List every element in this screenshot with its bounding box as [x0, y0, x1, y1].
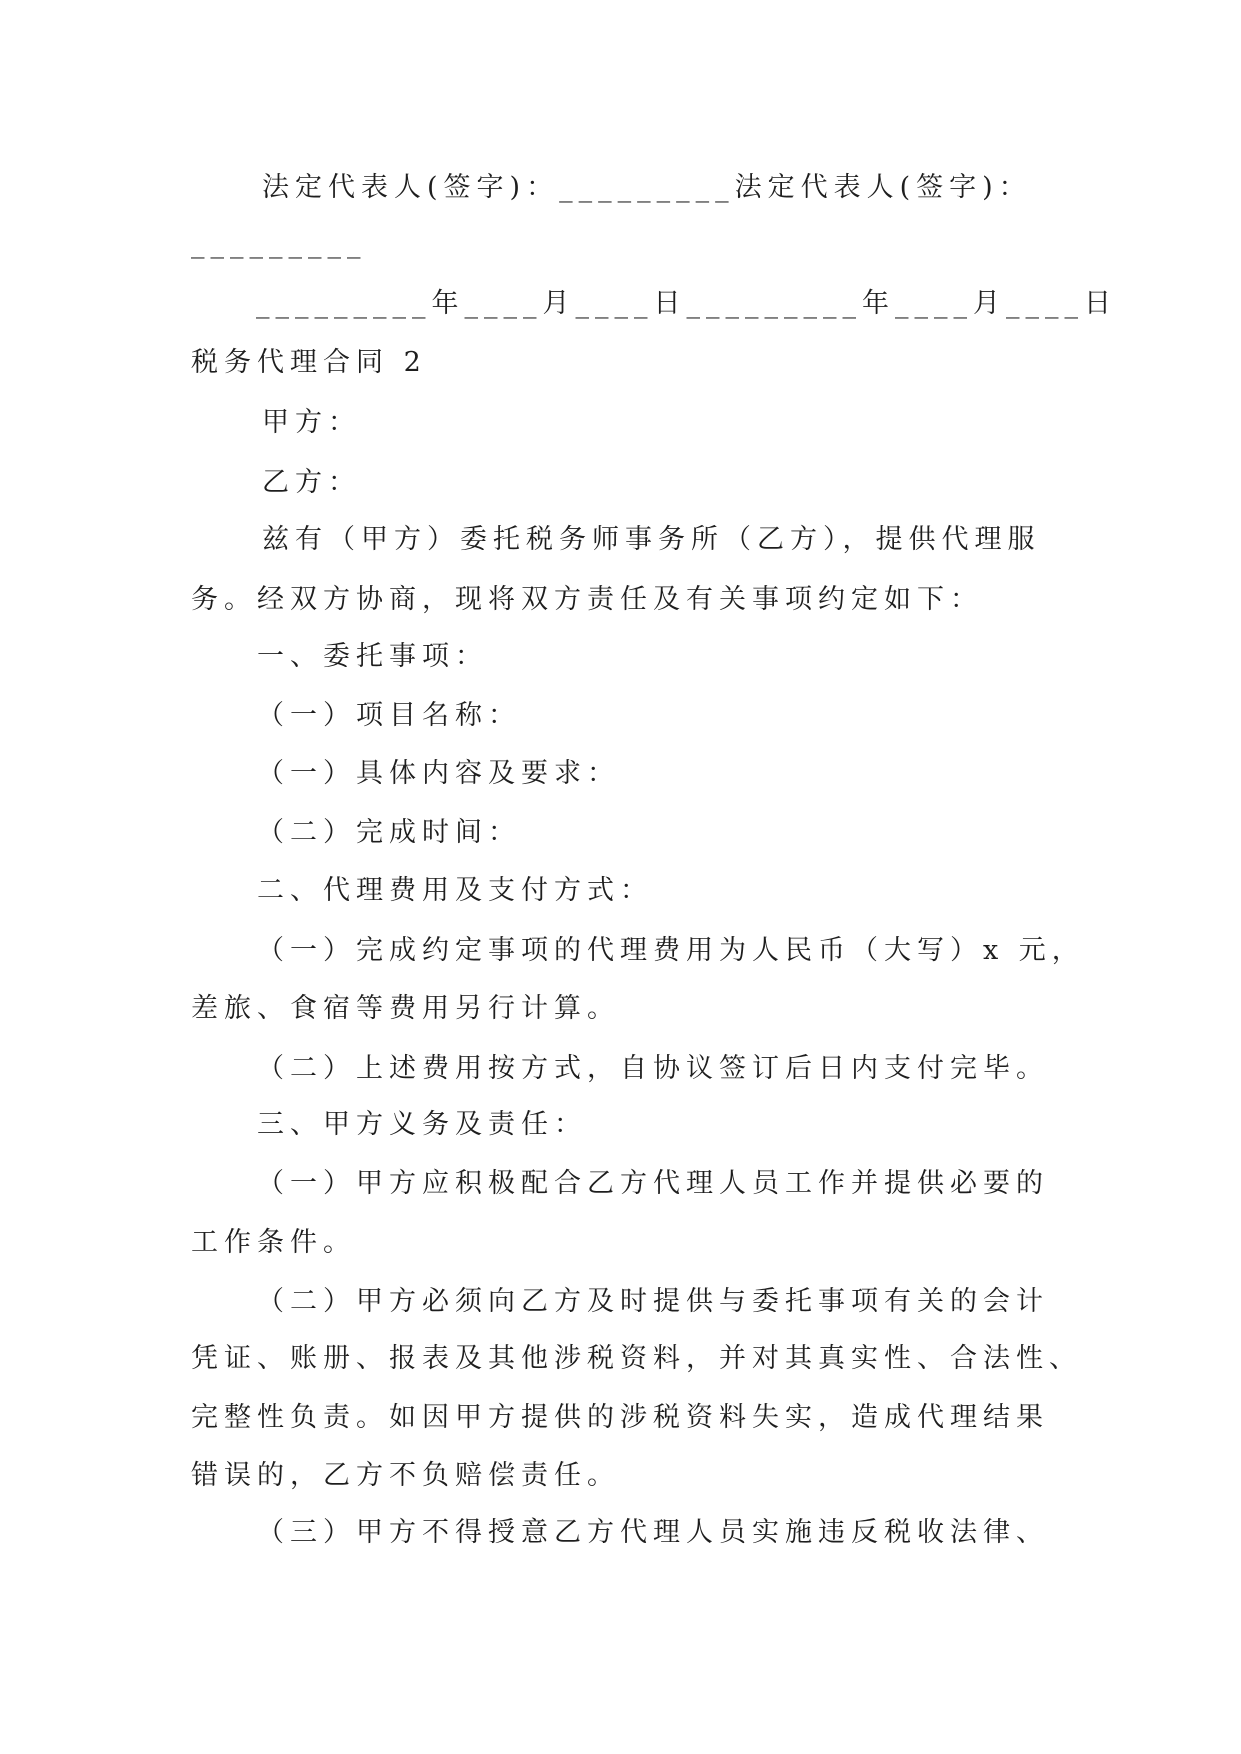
section-heading: 三、甲方义务及责任： [257, 1109, 587, 1140]
text-line: （一）具体内容及要求： [257, 758, 620, 789]
text-line: 兹有（甲方）委托税务师事务所（乙方），提供代理服 [262, 524, 1041, 555]
signature-date-line: _________年____月____日_________年____月____日 [256, 288, 1117, 319]
text-line: 错误的，乙方不负赔偿责任。 [191, 1460, 620, 1491]
party-b-label: 乙方： [262, 467, 361, 498]
text-line: （一）项目名称： [257, 700, 521, 731]
text-line: （二）甲方必须向乙方及时提供与委托事项有关的会计 [257, 1286, 1049, 1317]
text-line: （二）上述费用按方式，自协议签订后日内支付完毕。 [257, 1053, 1049, 1084]
signature-line-representatives: 法定代表人(签字)：_________法定代表人(签字)： [262, 172, 1032, 203]
text-line: （三）甲方不得授意乙方代理人员实施违反税收法律、 [257, 1517, 1049, 1548]
text-line: 差旅、食宿等费用另行计算。 [191, 993, 620, 1024]
contract-title: 税务代理合同 2 [191, 347, 427, 378]
text-line: （一）完成约定事项的代理费用为人民币（大写）x 元， [257, 935, 1085, 966]
section-heading: 二、代理费用及支付方式： [257, 875, 653, 906]
text-line: （二）完成时间： [257, 817, 521, 848]
section-heading: 一、委托事项： [257, 641, 488, 672]
party-a-label: 甲方： [262, 407, 361, 438]
text-line: 务。经双方协商，现将双方责任及有关事项约定如下： [191, 584, 983, 615]
signature-blank: _________ [191, 228, 367, 259]
text-line: 工作条件。 [191, 1227, 356, 1258]
text-line: （一）甲方应积极配合乙方代理人员工作并提供必要的 [257, 1168, 1049, 1199]
text-line: 完整性负责。如因甲方提供的涉税资料失实，造成代理结果 [191, 1402, 1049, 1433]
text-line: 凭证、账册、报表及其他涉税资料，并对其真实性、合法性、 [191, 1343, 1082, 1374]
